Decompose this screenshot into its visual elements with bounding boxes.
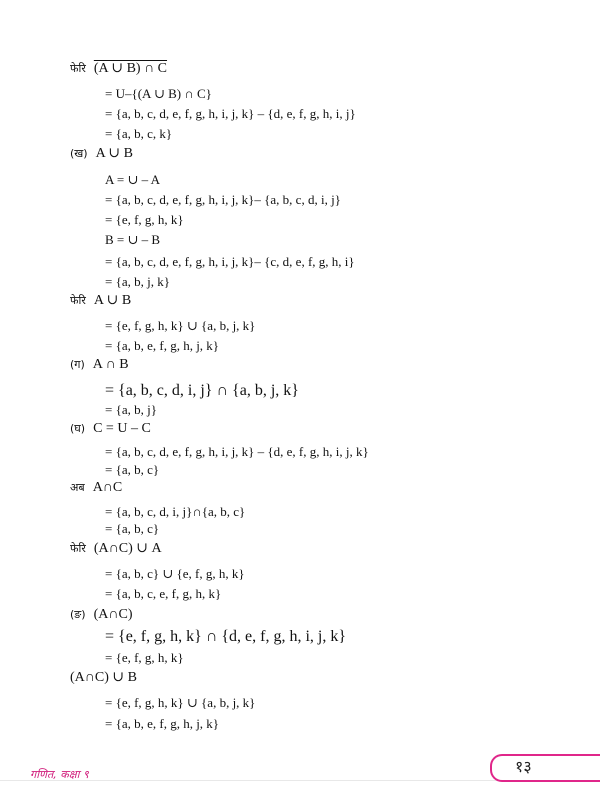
math-line [105, 586, 221, 602]
math-line [105, 462, 159, 478]
math-line [70, 606, 132, 623]
expression-text: = {a, b, c, k} [105, 126, 173, 141]
expression: (A∩C) ∪ B [70, 670, 137, 685]
expression: (A∩C) ∪ A [93, 541, 162, 556]
expression: A∩C [92, 480, 123, 495]
expression-text: = {e, f, g, h, k} ∪ {a, b, j, k} [105, 695, 256, 710]
math-line [105, 232, 160, 248]
step-label: अब [70, 481, 85, 494]
math-line [70, 60, 167, 77]
math-line [105, 274, 170, 290]
expression: (A∩C) [93, 607, 133, 622]
page-number-tab [490, 754, 600, 782]
expression-text: B = ∪ – B [105, 232, 161, 247]
expression-text: = {a, b, e, f, g, h, j, k} [105, 338, 220, 353]
math-line [70, 479, 122, 496]
math-line [105, 86, 212, 102]
expression-text: = {e, f, g, h, k} ∩ {d, e, f, g, h, i, j, k} [105, 628, 347, 645]
expression-text: = {a, b, c, d, e, f, g, h, i, j, k} – {d, e, f, g, h, i, j} [105, 106, 356, 121]
expression-text: = {a, b, j} [105, 402, 157, 417]
step-label: फेरि [70, 62, 86, 75]
step-label: फेरि [70, 294, 86, 307]
expression-text: = {a, b, c} [105, 521, 160, 536]
math-line [105, 716, 219, 732]
math-line [105, 254, 355, 270]
expression-text: = {a, b, c, d, e, f, g, h, i, j, k} – {d, e, f, g, h, i, j, k} [105, 444, 369, 459]
expression-text: = U–{(A ∪ B) ∩ C} [105, 86, 212, 101]
expression: A ∩ B [92, 357, 129, 372]
math-line [105, 628, 346, 646]
math-line [105, 382, 299, 400]
math-line [105, 695, 255, 711]
math-line [70, 420, 151, 437]
math-line [105, 318, 255, 334]
math-line [70, 145, 133, 162]
math-line [105, 212, 184, 228]
expression-text: = {e, f, g, h, k} ∪ {a, b, j, k} [105, 318, 256, 333]
expression: (A ∪ B) ∩ C [93, 61, 168, 76]
math-line [105, 504, 245, 520]
expression: A ∪ B [93, 293, 132, 308]
math-line [105, 566, 245, 582]
expression-text: = {a, b, c} ∪ {e, f, g, h, k} [105, 566, 245, 581]
expression-text: = {e, f, g, h, k} [105, 212, 184, 227]
math-line [105, 126, 172, 142]
page-number: १३ [515, 757, 532, 776]
expression-text: = {a, b, c} [105, 462, 160, 477]
math-line [105, 521, 159, 537]
step-label: फेरि [70, 542, 86, 555]
math-line [70, 540, 162, 557]
math-line [105, 106, 356, 122]
math-line [70, 356, 129, 373]
expression-text: = {a, b, c, d, i, j} ∩ {a, b, j, k} [105, 382, 299, 399]
expression-text: = {a, b, c, d, e, f, g, h, i, j, k}– {a, b, c, d, i, j} [105, 192, 341, 207]
math-line [105, 444, 369, 460]
step-label: (घ) [70, 422, 86, 435]
step-label: (ङ) [70, 608, 86, 621]
math-line [70, 669, 137, 686]
expression-text: = {a, b, j, k} [105, 274, 170, 289]
expression-text: = {a, b, e, f, g, h, j, k} [105, 716, 220, 731]
expression: C = U – C [93, 421, 151, 436]
step-label: (ख) [70, 147, 88, 160]
expression-text: = {a, b, c, d, e, f, g, h, i, j, k}– {c, d, e, f, g, h, i} [105, 254, 355, 269]
math-line [70, 292, 131, 309]
expression-text: = {e, f, g, h, k} [105, 650, 184, 665]
math-line [105, 172, 160, 188]
math-line [105, 338, 219, 354]
expression-text: = {a, b, c, e, f, g, h, k} [105, 586, 222, 601]
book-title: गणित, कक्षा ९ [30, 768, 89, 781]
math-line [105, 650, 184, 666]
expression: A ∪ B [95, 146, 133, 161]
expression-text: = {a, b, c, d, i, j}∩{a, b, c} [105, 504, 246, 519]
expression-text: A = ∪ – A [105, 172, 161, 187]
step-label: (ग) [70, 358, 85, 371]
math-line [105, 192, 341, 208]
math-line [105, 402, 157, 418]
